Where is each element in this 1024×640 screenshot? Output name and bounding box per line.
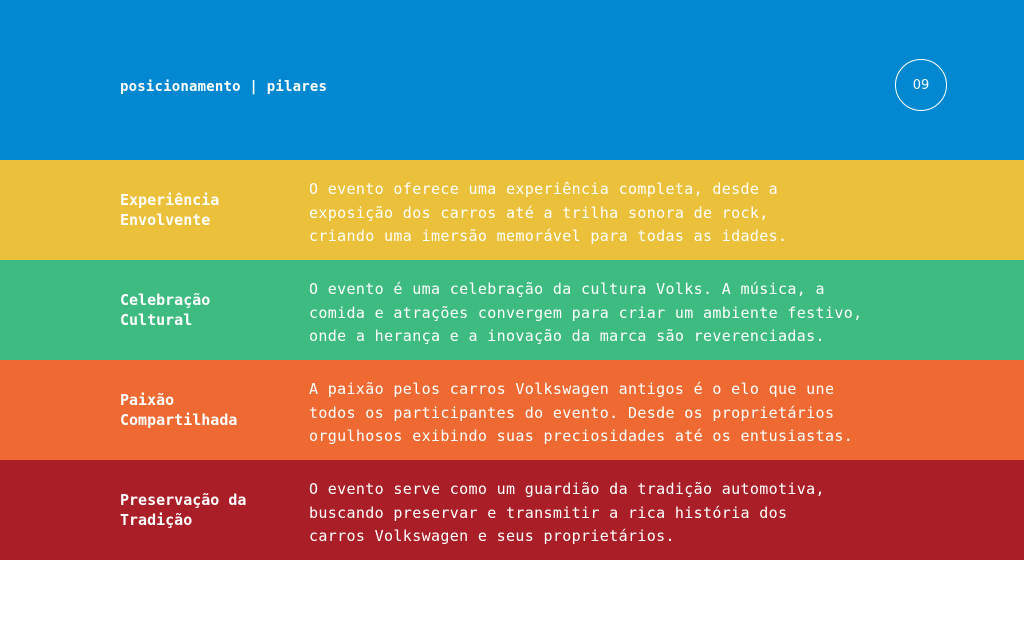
header-band xyxy=(0,0,1024,160)
pillar-description: O evento oferece uma experiência completa, desde a exposição dos carros até a trilha sonora de rock, criando uma imersão memorável para todas as idades. xyxy=(309,180,788,245)
pillar-description: O evento é uma celebração da cultura Volks. A música, a comida e atrações convergem para criar um ambiente festivo, onde a herança e a inovação da marca são reverenciadas. xyxy=(309,280,863,345)
section-title: posicionamento | pilares xyxy=(120,79,328,95)
pillar-title: Paixão Compartilhada xyxy=(120,391,238,429)
page-number-badge: 09 xyxy=(895,59,947,111)
pillar-description: O evento serve como um guardião da tradição automotiva, buscando preservar e transmitir a rica história dos carros Volkswagen e seus proprietários. xyxy=(309,480,825,545)
pillar-band-experiencia xyxy=(0,160,1024,260)
pillar-title: Celebração Cultural xyxy=(120,291,211,329)
pillar-title: Preservação da Tradição xyxy=(120,491,247,529)
pillar-band-paixao xyxy=(0,360,1024,460)
pillar-title: Experiência Envolvente xyxy=(120,191,220,229)
pillar-band-celebracao xyxy=(0,260,1024,360)
pillar-description: A paixão pelos carros Volkswagen antigos é o elo que une todos os participantes do evento. Desde os proprietários orgulhosos exibindo suas preciosidades até os entusiastas. xyxy=(309,380,854,445)
pillar-band-preservacao xyxy=(0,460,1024,560)
